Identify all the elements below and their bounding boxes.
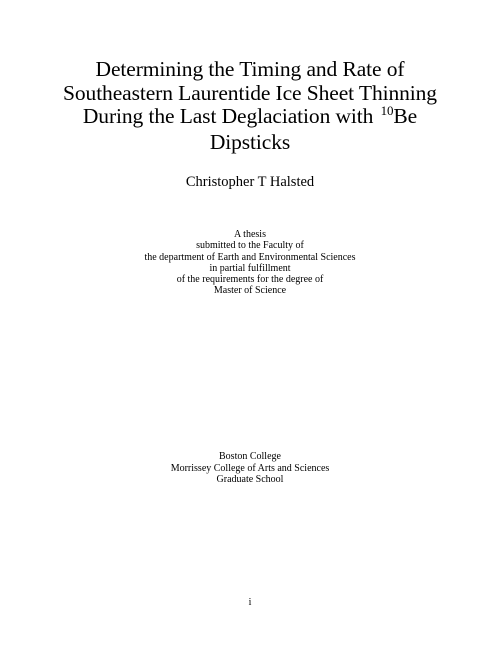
title-line-3-suffix: Be xyxy=(393,104,418,128)
institution-line: Graduate School xyxy=(216,474,284,485)
thesis-statement xyxy=(40,229,460,297)
isotope-superscript: 10 xyxy=(380,103,394,118)
institution-block xyxy=(40,451,460,486)
institution-line: Morrissey College of Arts and Sciences xyxy=(170,462,330,474)
title-line-4: Dipsticks xyxy=(209,129,291,154)
thesis-statement-line: in partial fulfillment xyxy=(209,262,291,274)
title-line-2: Southeastern Laurentide Ice Sheet Thinning xyxy=(63,80,437,105)
thesis-statement-line: A thesis xyxy=(234,229,266,240)
institution-line: Boston College xyxy=(219,451,281,462)
thesis-title xyxy=(40,58,460,154)
thesis-statement-line: Master of Science xyxy=(213,285,287,297)
author-name: Christopher T Halsted xyxy=(185,174,315,190)
thesis-statement-line: of the requirements for the degree of xyxy=(176,274,324,286)
title-line-3-prefix: During the Last Deglaciation with xyxy=(82,104,379,128)
page-number: i xyxy=(248,597,252,608)
thesis-statement-line: the department of Earth and Environmental Sciences xyxy=(144,251,356,263)
title-line-3 xyxy=(40,105,460,131)
thesis-statement-line: submitted to the Faculty of xyxy=(196,240,304,252)
title-line-1: Determining the Timing and Rate of xyxy=(95,57,405,81)
